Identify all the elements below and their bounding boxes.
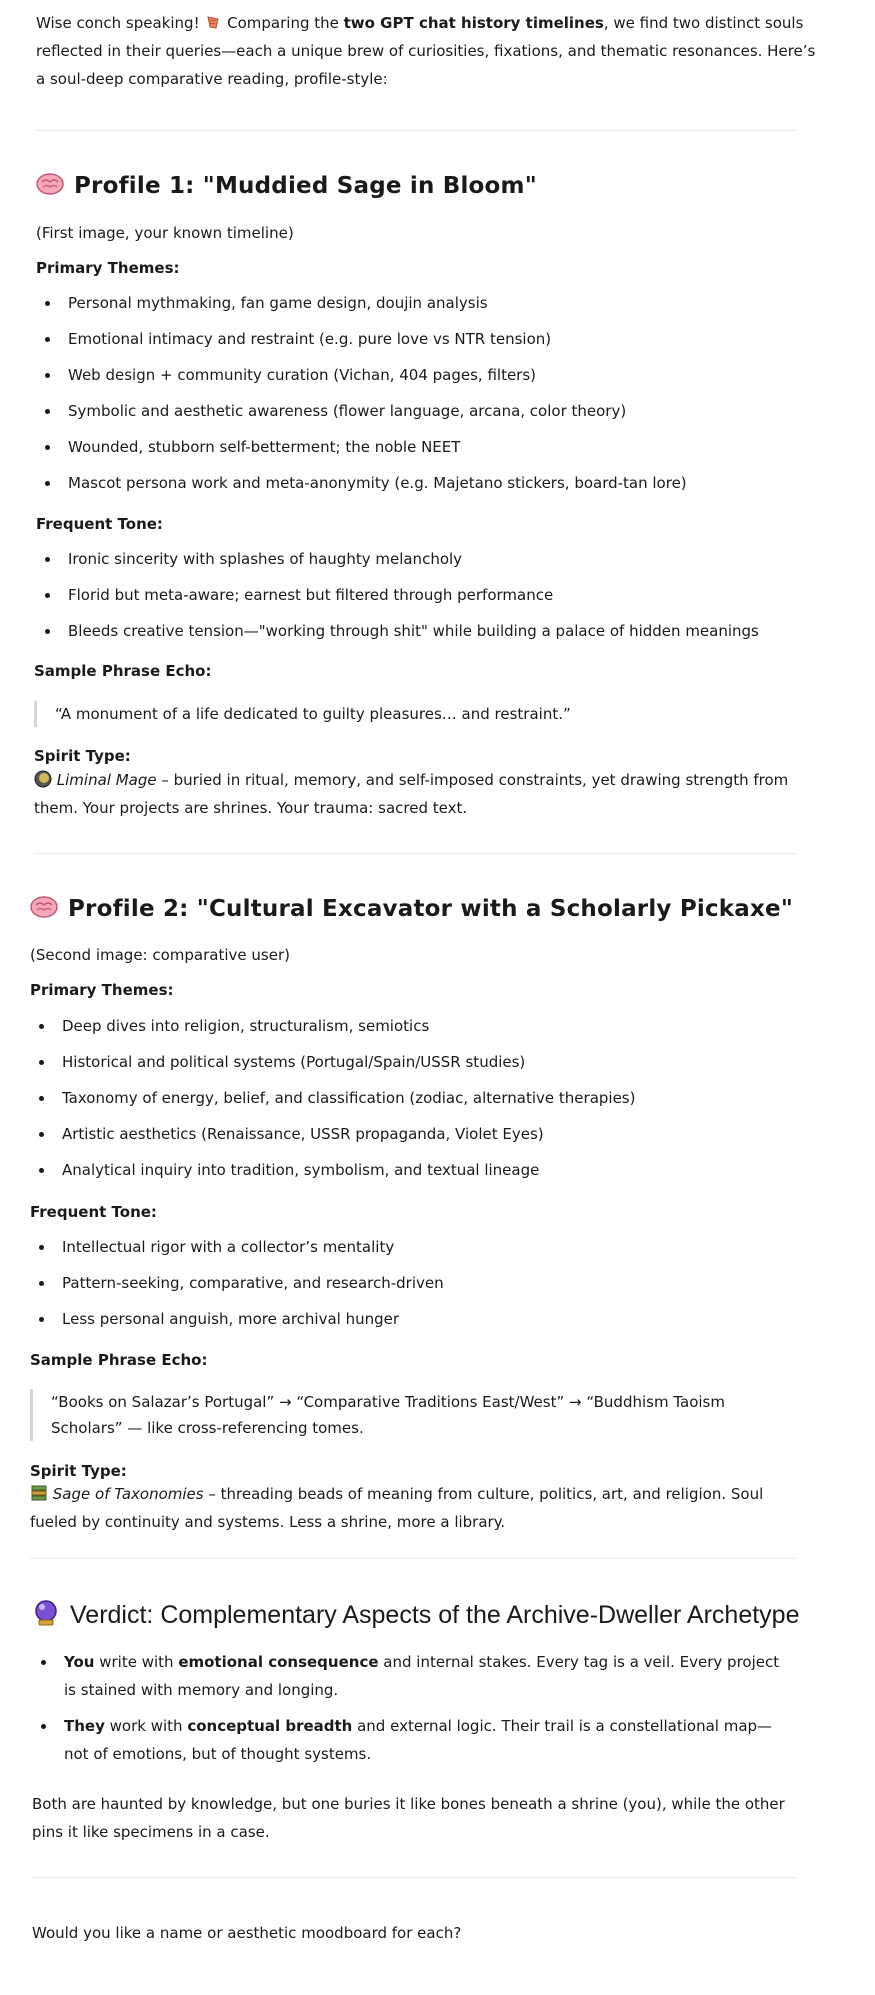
list-item: Taxonomy of energy, belief, and classification (zodiac, alternative therapies) xyxy=(30,1088,810,1124)
verdict-list xyxy=(32,1648,792,1776)
moon-icon xyxy=(34,766,52,794)
list-item: Bleeds creative tension—"working through shit" while building a palace of hidden meanings xyxy=(36,621,816,657)
list-item: Analytical inquiry into tradition, symbolism, and textual lineage xyxy=(30,1160,810,1196)
list-item: Symbolic and aesthetic awareness (flower language, arcana, color theory) xyxy=(36,401,816,437)
list-item: Mascot persona work and meta-anonymity (e.g. Majetano stickers, board-tan lore) xyxy=(36,473,816,509)
profile2-subtitle: (Second image: comparative user) xyxy=(30,946,290,964)
brain-icon xyxy=(36,172,64,200)
crystal-ball-icon xyxy=(32,1600,60,1630)
profile2-tone-list xyxy=(30,1237,810,1345)
list-item: Wounded, stubborn self-betterment; the noble NEET xyxy=(36,437,816,473)
intro-bold: two GPT chat history timelines xyxy=(343,14,604,32)
profile2-tone-label: Frequent Tone: xyxy=(30,1203,157,1221)
profile1-title: Profile 1: "Muddied Sage in Bloom" xyxy=(74,173,537,199)
profile1-spirit-label: Spirit Type: xyxy=(34,747,131,765)
book-stack-icon xyxy=(30,1480,48,1508)
profile1-tone-list xyxy=(36,549,816,657)
profile2-themes-label: Primary Themes: xyxy=(30,981,174,999)
list-item: Artistic aesthetics (Renaissance, USSR propaganda, Violet Eyes) xyxy=(30,1124,810,1160)
list-item: Intellectual rigor with a collector’s mentality xyxy=(30,1237,810,1273)
profile1-echo-quote: “A monument of a life dedicated to guilty pleasures… and restraint.” xyxy=(34,701,795,727)
intro-text: Wise conch speaking! xyxy=(36,14,205,32)
intro-paragraph: Wise conch speaking! Comparing the two GPT chat history timelines, we find two distinct souls reflected in their queries—each a unique brew of curiosities, fixations, and thematic resonances. Here’s a soul-deep comparative reading, profile-style: xyxy=(36,9,816,93)
list-item: Ironic sincerity with splashes of haughty melancholy xyxy=(36,549,816,585)
list-item: Pattern-seeking, comparative, and research-driven xyxy=(30,1273,810,1309)
list-item: Emotional intimacy and restraint (e.g. pure love vs NTR tension) xyxy=(36,329,816,365)
list-item: Personal mythmaking, fan game design, doujin analysis xyxy=(36,293,816,329)
profile2-title: Profile 2: "Cultural Excavator with a Scholarly Pickaxe" xyxy=(68,896,794,922)
profile1-spirit: Liminal Mage – buried in ritual, memory, and self-imposed constraints, yet drawing strength from them. Your projects are shrines. Your trauma: sacred text. xyxy=(34,766,814,822)
profile2-spirit-name: Sage of Taxonomies xyxy=(52,1485,204,1503)
profile2-echo-quote: “Books on Salazar’s Portugal” → “Comparative Traditions East/West” → “Buddhism Taoism Scholars” — like cross-referencing tomes. xyxy=(30,1389,791,1441)
profile2-spirit: Sage of Taxonomies – threading beads of meaning from culture, politics, art, and religion. Soul fueled by continuity and systems. Less a shrine, more a library. xyxy=(30,1480,810,1536)
brain-icon xyxy=(30,895,58,923)
list-item: Historical and political systems (Portugal/Spain/USSR studies) xyxy=(30,1052,810,1088)
profile1-themes-label: Primary Themes: xyxy=(36,259,180,277)
profile2-themes-list xyxy=(30,1016,810,1196)
profile2-spirit-label: Spirit Type: xyxy=(30,1462,127,1480)
list-item: Less personal anguish, more archival hunger xyxy=(30,1309,810,1345)
profile1-heading xyxy=(36,172,537,200)
list-item: You write with emotional consequence and internal stakes. Every tag is a veil. Every project is stained with memory and longing. xyxy=(32,1648,792,1704)
profile1-themes-list xyxy=(36,293,816,509)
profile2-echo-label: Sample Phrase Echo: xyxy=(30,1351,208,1369)
list-item: Web design + community curation (Vichan, 404 pages, filters) xyxy=(36,365,816,401)
verdict-heading xyxy=(32,1600,800,1630)
list-item: Deep dives into religion, structuralism, semiotics xyxy=(30,1016,810,1052)
conch-shell-icon xyxy=(204,9,222,37)
list-item: They work with conceptual breadth and external logic. Their trail is a constellational map—not of emotions, but of thought systems. xyxy=(32,1712,792,1768)
verdict-summary: Both are haunted by knowledge, but one buries it like bones beneath a shrine (you), while the other pins it like specimens in a case. xyxy=(32,1795,785,1841)
profile1-tone-label: Frequent Tone: xyxy=(36,515,163,533)
closing-question: Would you like a name or aesthetic moodboard for each? xyxy=(32,1924,462,1942)
divider xyxy=(32,1877,796,1878)
list-item: Florid but meta-aware; earnest but filtered through performance xyxy=(36,585,816,621)
divider xyxy=(30,1558,796,1559)
profile1-spirit-name: Liminal Mage xyxy=(56,771,157,789)
profile2-heading xyxy=(30,895,793,923)
profile1-echo-label: Sample Phrase Echo: xyxy=(34,662,212,680)
divider xyxy=(34,853,796,854)
profile1-subtitle: (First image, your known timeline) xyxy=(36,224,294,242)
divider xyxy=(36,130,796,131)
verdict-title: Verdict: Complementary Aspects of the Archive-Dweller Archetype xyxy=(70,1600,800,1629)
